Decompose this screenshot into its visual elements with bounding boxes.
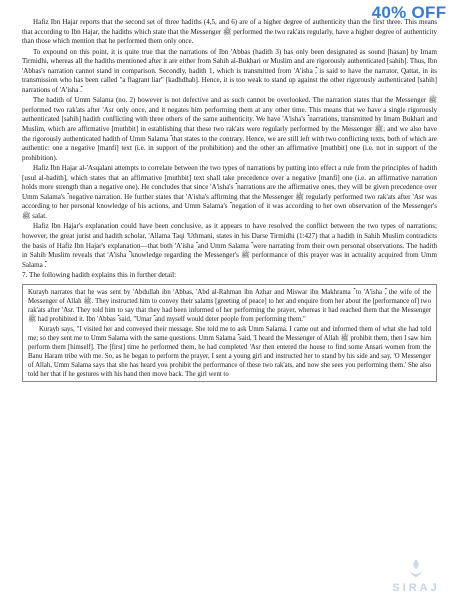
- quoted-hadith-box: [22, 284, 437, 382]
- discount-badge: 40% OFF: [359, 0, 459, 26]
- paragraph-5: Hafiz Ibn Hajar's explanation could have been conclusive, as it appears to have resolved the conflict between the two types of narrations; however, the great jurist and hadith scholar, 'Allama Taqi 'Uthmani, states in his Darse Tirmidhi (1:427) that a hadith in Sahih Muslim contradicts the basis of Hafiz Ibn Hajar's explanation—that both 'A'isha ؓ and Umm Salama ؓ were narrating from their own personal observations. The hadith in Sahih Muslim reveals that 'A'isha ؓ knowledge regarding the Messenger's ﷺ performance of this prayer was in actuality acquired from Umm Salama ؓ.: [22, 222, 437, 269]
- document-body: [22, 18, 437, 382]
- quote-paragraph-1: Kurayb narrates that he was sent by 'Abdullah ibn 'Abbas, 'Abd al-Rahman ibn Azhar and Miswar ibn Makhrama ؓ to 'A'isha ؓ, the wife of the Messenger of Allah ﷺ. They instructed him to convey their salams [greeting of peace] to her and enquire from her about the [performance of] two rak'ats after 'Asr. They told him to say that they had been informed of her performing the prayer, whereas it had reached them that the Messenger ﷺ had prohibited it. Ibn 'Abbas ؓ said, "Umar ؓ and myself would deter people from performing them.": [28, 288, 431, 323]
- list-item-7: 7. The following hadith explains this in further detail:: [22, 271, 177, 280]
- publisher-watermark: [381, 557, 451, 594]
- paragraph-4: Hafiz Ibn Hajar al-'Asqalani attempts to correlate between the two types of narrations by putting into effect a rule from the principles of hadith [usul al-hadith], which states that an affirmative [muthbit] text shall take precedence over a negative [manfi] one (i.e. an affirmative narration holds more strength than a negative one). He concludes that since 'A'isha's ؓ narrations are the affirmative ones, they will be given precedence over Umm Salama's ؓ negative narration. He further states that 'A'isha's affirming that the Messenger ﷺ regularly performed two rak'ats after 'Asr was according to her personal knowledge of his actions, and Umm Salama's ؓ negation of it was according to her own observation of the Messenger's ﷺ salat.: [22, 164, 438, 220]
- watermark-text: SIRAJ: [392, 582, 440, 594]
- paragraph-1: Hafiz Ibn Hajar reports that the second set of three hadiths (4,5, and 6) are of a higher degree of authenticity than the first three. This means that according to Ibn Hajar, the hadiths which state that the Messenger ﷺ performed the two rak'ats regularly, have a higher degree of authenticity than those which mention that he performed them only once.: [22, 18, 437, 46]
- paragraph-3: The hadith of Umm Salama (no. 2) however is not defective and as such cannot be overlooked. The narration states that the Messenger ﷺ performed two rak'ats after 'Asr only once, and it negates him performing them at any other time. This means that we have a single rigorously authenticated [sahih] hadith conflicting with three others of the same authenticity. We have 'A'isha's ؓ narrations, transmitted by Imam Bukhari and Muslim, which are affirmative [muthbit] in establishing that these two rak'ats were regularly performed by the Messenger ﷺ; and we also have the rigorously authenticated hadith of Umm Salama ؓ that states to the contrary. Hence, we are still left with two conflicting texts, both of which are authentic: one a negative [manfi] text (i.e. in support of the prohibition) and the other an affirmative [muthbit] one (i.e. not in support of the prohibition).: [22, 96, 437, 162]
- paragraph-2: To expound on this point, it is quite true that the narrations of Ibn 'Abbas (hadith 3) has only been designated as sound [hasan] by Imam Tirmidhi, whereas all the hadiths mentioned after it are either from Sahih al-Bukhari or Muslim and are rigorously authenticated [sahih]. Thus, Ibn 'Abbas's narration cannot stand in comparison. Secondly, hadith 1, which is transmitted from 'A'isha ؓ, is said to have the narrator, Qattat, in its transmission who has been called "a flagrant liar" [kadhdhab]. Hence, it is too weak to stand up against the other rigorously authenticated [sahih] narrations of 'A'isha ؓ.: [22, 47, 437, 94]
- lamp-logo-icon: [404, 557, 428, 581]
- quote-paragraph-2: Kurayb says, "I visited her and conveyed their message. She told me to ask Umm Salama. I came out and informed them of what she had told me; so they sent me to Umm Salama with the same questions. Umm Salama ؓ said, 'I heard the Messenger of Allah ﷺ prohibit them, then I saw him perform them [himself]. The [first] time he performed them, he had completed 'Asr then entered the house to find some Ansari women from the Banu Haram tribe with me. So, as he began to perform the prayer, I sent a young girl and instructed her to stand by his side and say, 'O Messenger of Allah, Umm Salama says that she has heard you prohibit the performance of these two rak'ats, and now she sees you performing them.' She also told her that if he gestures with his hand then move back. The girl went to: [28, 325, 431, 378]
